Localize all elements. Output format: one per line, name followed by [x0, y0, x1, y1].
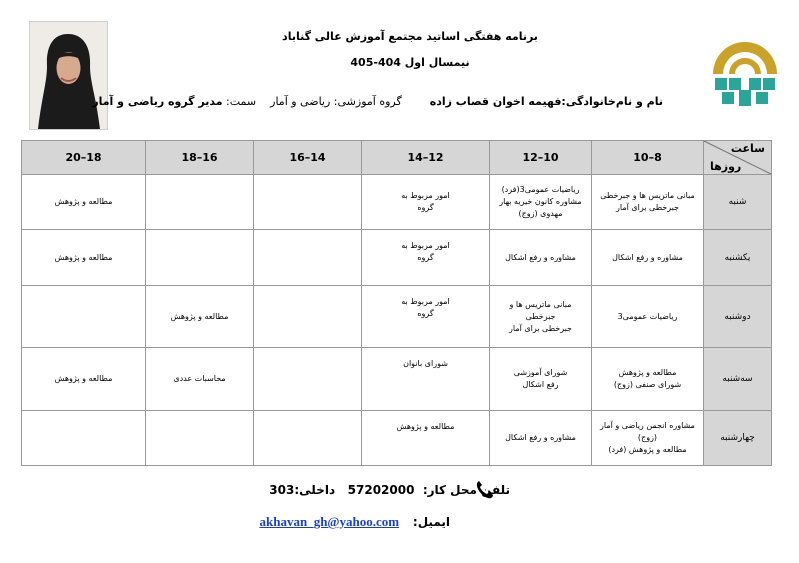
day-cell: سه‌شنبه: [704, 348, 772, 411]
corner-header: [704, 141, 772, 175]
schedule-cell: محاسبات عددی: [146, 348, 254, 411]
schedule-cell: [254, 230, 362, 286]
schedule-cell: امور مربوط به گروه: [362, 286, 490, 348]
schedule-cell: امور مربوط به گروه: [362, 175, 490, 230]
table-row: [22, 411, 772, 466]
position-label: سمت:: [226, 95, 257, 108]
name-label: نام و نام‌خانوادگی:: [561, 95, 663, 108]
corner-days-label: روزها: [710, 160, 742, 173]
schedule-cell: مشاوره و رفع اشکال: [490, 230, 592, 286]
schedule-cell: شورای آموزشی رفع اشکال: [490, 348, 592, 411]
table-row: [22, 230, 772, 286]
table-row: [22, 286, 772, 348]
schedule-cell: شورای بانوان: [362, 348, 490, 411]
group-value: ریاضی و آمار: [270, 95, 331, 108]
schedule-cell: مطالعه و پژوهش شورای صنفی (زوج): [592, 348, 704, 411]
semester-label: نیمسال اول 404-405: [350, 56, 470, 69]
table-row: [22, 175, 772, 230]
schedule-cell: ریاضیات عمومی3(فرد) مشاوره کانون خیریه بهار مهدوی (زوج): [490, 175, 592, 230]
university-logo: [709, 38, 781, 110]
phone-value: 57202000: [347, 483, 415, 497]
logo-emblem-icon: [709, 38, 781, 110]
schedule-cell: [254, 348, 362, 411]
group-label: گروه آموزشی:: [333, 95, 402, 108]
page-title: برنامه هفتگی اساتید مجتمع آموزش عالی گناباد: [282, 30, 538, 43]
schedule-cell: ریاضیات عمومی3: [592, 286, 704, 348]
extension-value: 303: [269, 483, 295, 497]
person-portrait-image: [30, 22, 107, 129]
extension-label: داخلی:: [294, 483, 336, 497]
profile-photo: [29, 21, 108, 130]
schedule-cell: مبانی ماتریس ها و جبرخطی جبرخطی برای آمار: [592, 175, 704, 230]
day-cell: دوشنبه: [704, 286, 772, 348]
schedule-cell: مشاوره و رفع اشکال: [490, 411, 592, 466]
schedule-cell: مشاوره انجمن ریاضی و آمار (زوج) مطالعه و پژوهش (فرد): [592, 411, 704, 466]
weekly-schedule-table: [21, 140, 772, 466]
phone-line: [250, 483, 510, 497]
day-cell: شنبه: [704, 175, 772, 230]
schedule-cell: امور مربوط به گروه: [362, 230, 490, 286]
schedule-cell: مشاوره و رفع اشکال: [592, 230, 704, 286]
schedule-cell: مطالعه و پژوهش: [22, 175, 146, 230]
schedule-cell: [146, 175, 254, 230]
email-label: ایمیل:: [412, 515, 450, 529]
schedule-cell: مبانی ماتریس ها و جبرخطی جبرخطی برای آمار: [490, 286, 592, 348]
column-header: 10–12: [490, 141, 592, 175]
table-header-row: [22, 141, 772, 175]
phone-icon: [474, 478, 496, 504]
phone-label: تلفن محل کار:: [422, 483, 510, 497]
email-line: [250, 514, 450, 530]
table-row: [22, 348, 772, 411]
instructor-info: [92, 95, 663, 108]
column-header: 12–14: [362, 141, 490, 175]
schedule-cell: [254, 286, 362, 348]
email-link[interactable]: akhavan_gh@yahoo.com: [259, 514, 400, 529]
day-cell: چهارشنبه: [704, 411, 772, 466]
name-value: فهیمه اخوان قصاب زاده: [429, 95, 562, 108]
schedule-cell: [254, 411, 362, 466]
column-header: 16–18: [146, 141, 254, 175]
column-header: 18–20: [22, 141, 146, 175]
schedule-cell: مطالعه و پژوهش: [22, 348, 146, 411]
position-value: مدیر گروه ریاضی و آمار: [92, 95, 223, 108]
schedule-cell: مطالعه و پژوهش: [362, 411, 490, 466]
schedule-cell: [22, 411, 146, 466]
corner-hour-label: ساعت: [730, 142, 765, 155]
schedule-cell: [254, 175, 362, 230]
schedule-cell: [22, 286, 146, 348]
schedule-cell: مطالعه و پژوهش: [22, 230, 146, 286]
schedule-cell: مطالعه و پژوهش: [146, 286, 254, 348]
column-header: 8–10: [592, 141, 704, 175]
schedule-cell: [146, 411, 254, 466]
schedule-cell: [146, 230, 254, 286]
column-header: 14–16: [254, 141, 362, 175]
day-cell: یکشنبه: [704, 230, 772, 286]
